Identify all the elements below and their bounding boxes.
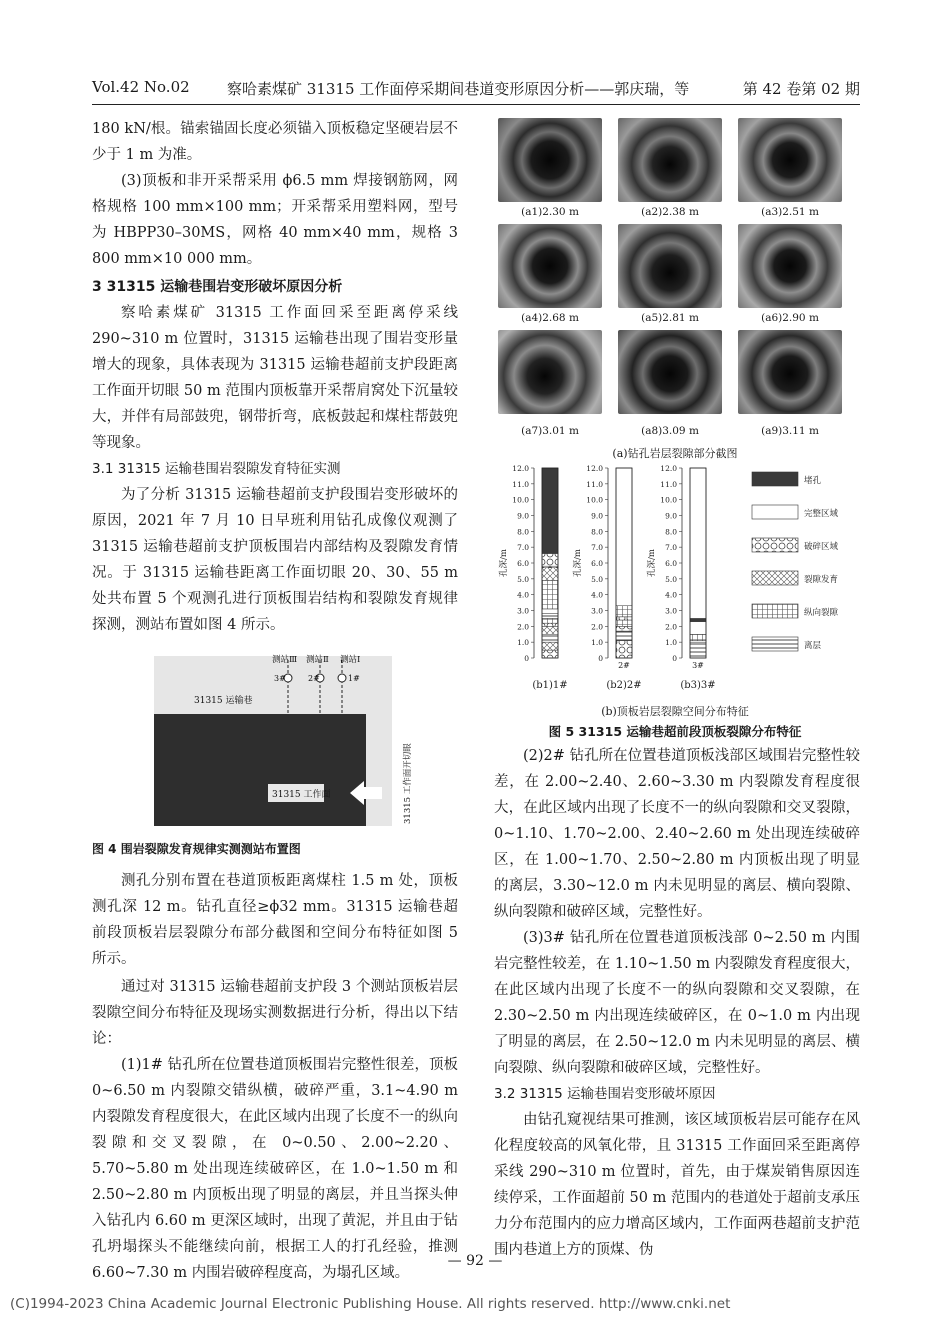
column-segment xyxy=(542,618,558,623)
column-segment xyxy=(690,622,706,635)
running-title: 察哈素煤矿 31315 工作面停采期间巷道变形原因分析——郭庆瑞，等 xyxy=(227,80,690,98)
legend-swatch xyxy=(752,571,798,585)
paragraph: (3)顶板和非开采帮采用 ϕ6.5 mm 焊接钢筋网，网格规格 100 mm×100 mm；开采帮采用塑料网，型号为 HBPP30–30MS，网格 40 mm×40 mm，规格 3 800 mm×10 000 mm。 xyxy=(92,173,458,267)
paragraph: 180 kN/根。锚索锚固长度必须锚入顶板稳定坚硬岩层不少于 1 m 为准。 xyxy=(92,121,458,163)
legend-label: 裂隙发育 xyxy=(804,575,839,585)
y-tick-label: 4.0 xyxy=(665,590,677,600)
column-title: (b2)2# xyxy=(606,680,642,691)
y-tick-label: 12.0 xyxy=(512,464,529,473)
section-heading: 3 31315 运输巷围岩变形破坏原因分析 xyxy=(92,279,343,295)
page-number: — 92 — xyxy=(447,1253,503,1269)
borehole-photo xyxy=(498,224,602,308)
y-tick-label: 7.0 xyxy=(517,543,529,553)
volume-label: Vol.42 No.02 xyxy=(92,78,190,96)
y-tick-label: 8.0 xyxy=(665,527,677,537)
figure-5 xyxy=(490,116,860,716)
column-segment xyxy=(542,568,558,581)
borehole-photo xyxy=(618,118,722,202)
photo-label: (a4)2.68 m xyxy=(521,312,579,324)
issue-label: 第 42 卷第 02 期 xyxy=(742,80,860,98)
legend-swatch xyxy=(752,472,798,486)
column-segment xyxy=(690,634,706,640)
station-1-label: 测站Ⅰ xyxy=(340,655,361,665)
paragraph: (1)1# 钻孔所在位置巷道顶板围岩完整性很差，顶板 0~6.50 m 内裂隙交错纵横，破碎严重，3.1~4.90 m 内裂隙发育程度很大，在此区域内出现了长度不一的纵向裂隙和交叉裂隙，在 0~0.50、2.00~2.20、5.70~5.80 m 处出现连续破碎区，在 1.0~1.50 m 和 2.50~2.80 m 内顶板出现了明显的离层，并且当探头伸入钻孔内 6.60 m 更深区域时，出现了黄泥，并且由于钻孔坍塌探头不能继续向前，根据工人的打孔经验，推测 6.60~7.30 m 内围岩破碎程度高，为塌孔区域。 xyxy=(92,1057,458,1281)
y-tick-label: 4.0 xyxy=(517,590,529,600)
cut-hole-label: 31315 工作面开切眼 xyxy=(403,743,413,824)
column-segment xyxy=(542,468,558,554)
y-tick-label: 5.0 xyxy=(517,574,529,584)
station-3-label: 测站Ⅲ xyxy=(272,655,298,665)
y-tick-label: 5.0 xyxy=(665,574,677,584)
station-2-label: 测站Ⅱ xyxy=(306,655,329,665)
photo-label: (a7)3.01 m xyxy=(521,425,579,437)
borehole-photo xyxy=(618,330,722,414)
legend-label: 堵孔 xyxy=(804,476,822,486)
face-label: 31315 工作面 xyxy=(272,790,331,800)
borehole-photo xyxy=(738,330,842,414)
hole-1-label: 1# xyxy=(348,674,360,683)
y-axis-label: 孔深/m xyxy=(573,549,583,577)
column-segment xyxy=(690,642,706,658)
column-segment xyxy=(616,617,632,620)
y-tick-label: 10.0 xyxy=(660,495,677,505)
subsection-heading: 3.2 31315 运输巷围岩变形破坏原因 xyxy=(494,1086,716,1102)
borehole-photo xyxy=(738,224,842,308)
figure-4 xyxy=(92,646,458,836)
column-segment xyxy=(542,554,558,567)
y-tick-label: 7.0 xyxy=(591,543,603,553)
y-tick-label: 5.0 xyxy=(591,574,603,584)
y-tick-label: 8.0 xyxy=(591,527,603,537)
column-segment xyxy=(616,626,632,631)
y-tick-label: 0 xyxy=(524,654,529,663)
y-tick-label: 12.0 xyxy=(586,464,603,473)
legend-swatch xyxy=(752,604,798,618)
hole-1 xyxy=(338,674,346,682)
y-tick-label: 6.0 xyxy=(665,559,677,568)
roadway-label: 31315 运输巷 xyxy=(194,696,253,706)
y-tick-label: 0 xyxy=(598,654,603,663)
figure-5-caption: 图 5 31315 运输巷超前段顶板裂隙分布特征 xyxy=(548,724,802,739)
column-foot-label: 3# xyxy=(692,661,704,670)
legend-label: 破碎区域 xyxy=(804,542,839,552)
column-segment xyxy=(542,580,558,608)
borehole-photo xyxy=(738,118,842,202)
y-tick-label: 2.0 xyxy=(517,622,529,632)
column-segment xyxy=(542,609,558,614)
y-tick-label: 11.0 xyxy=(660,479,677,489)
column-segment xyxy=(616,606,632,617)
subsection-heading: 3.1 31315 运输巷围岩裂隙发育特征实测 xyxy=(92,461,341,477)
y-tick-label: 3.0 xyxy=(517,606,529,616)
left-column xyxy=(92,116,458,1286)
y-tick-label: 6.0 xyxy=(591,559,603,568)
y-tick-label: 2.0 xyxy=(591,622,603,632)
paragraph: 察哈素煤矿 31315 工作面回采至距离停采线 290~310 m 位置时，31315 运输巷出现了围岩变形量增大的现象，具体表现为 31315 运输巷超前支护段距离工作面开切眼 50 m 范围内顶板靠开采帮肩窝处下沉量较大，并伴有局部鼓兜，钢带折弯，底板鼓起和煤柱帮鼓兜等现象。 xyxy=(92,305,458,451)
y-tick-label: 10.0 xyxy=(586,495,603,505)
y-tick-label: 1.0 xyxy=(517,638,529,648)
y-tick-label: 3.0 xyxy=(591,606,603,616)
paragraph: 由钻孔窥视结果可推测，该区域顶板岩层可能存在风化程度较高的风氧化带，且 31315 工作面回采至距离停采线 290~310 m 位置时，首先，由于煤炭销售原因连续停采，工作面超前 50 m 范围内的巷道处于超前支承压力分布范围内的应力增高区域内，工作面两巷超前支护范围内巷道上方的顶煤、伪 xyxy=(494,1112,860,1258)
cut-hole-strip xyxy=(366,656,392,826)
column-title: (b3)3# xyxy=(680,680,716,691)
borehole-photo xyxy=(618,224,722,308)
y-tick-label: 10.0 xyxy=(512,495,529,505)
y-axis-label: 孔深/m xyxy=(499,549,509,577)
column-segment xyxy=(616,641,632,658)
photo-label: (a1)2.30 m xyxy=(521,206,579,218)
paragraph: (2)2# 钻孔所在位置巷道顶板浅部区域围岩完整性较差，在 2.00~2.40、2.60~3.30 m 内裂隙发育程度很大，在此区域内出现了长度不一的纵向裂隙和交叉裂隙，0~1.10、1.70~2.00、2.40~2.60 m 处出现连续破碎区，在 1.00~1.70、2.50~2.80 m 内顶板出现了明显的离层，3.30~12.0 m 内未见明显的离层、横向裂隙、纵向裂隙和破碎区域，完整性好。 xyxy=(494,748,860,920)
y-tick-label: 6.0 xyxy=(517,559,529,568)
running-header xyxy=(92,78,860,102)
photo-label: (a2)2.38 m xyxy=(641,206,699,218)
legend-swatch xyxy=(752,505,798,519)
legend-swatch xyxy=(752,637,798,651)
y-tick-label: 2.0 xyxy=(665,622,677,632)
column-segment xyxy=(542,642,558,650)
column-title: (b1)1# xyxy=(532,680,568,691)
y-tick-label: 11.0 xyxy=(512,479,529,489)
y-tick-label: 9.0 xyxy=(517,511,529,521)
y-tick-label: 3.0 xyxy=(665,606,677,616)
column-segment xyxy=(542,626,558,634)
legend-label: 完整区域 xyxy=(804,509,839,519)
column-segment xyxy=(616,468,632,606)
y-tick-label: 1.0 xyxy=(665,638,677,648)
subfigure-a-caption: (a)钻孔岩层裂隙部分截图 xyxy=(612,447,738,460)
legend-swatch xyxy=(752,538,798,552)
column-segment xyxy=(542,634,558,642)
paragraph: 通过对 31315 运输巷超前支护段 3 个测站顶板岩层裂隙空间分布特征及现场实测数据进行分析，得出以下结论： xyxy=(92,979,458,1047)
column-segment xyxy=(616,631,632,641)
y-tick-label: 4.0 xyxy=(591,590,603,600)
photo-label: (a8)3.09 m xyxy=(641,425,699,437)
subfigure-b-caption: (b)顶板岩层裂隙空间分布特征 xyxy=(601,705,749,718)
paragraph: 测孔分别布置在巷道顶板距离煤柱 1.5 m 处，顶板测孔深 12 m。钻孔直径≥ϕ32 mm。31315 运输巷超前段顶板岩层裂隙分布部分截图和空间分布特征如图 5 所示。 xyxy=(92,873,458,967)
column-segment xyxy=(542,623,558,626)
hole-3-label: 3# xyxy=(274,674,286,683)
legend-label: 离层 xyxy=(804,641,822,651)
fracture-distribution-chart xyxy=(490,462,860,702)
y-axis-label: 孔深/m xyxy=(647,549,657,577)
hole-2-label: 2# xyxy=(308,674,320,683)
borehole-photo xyxy=(498,118,602,202)
paragraph: (3)3# 钻孔所在位置巷道顶板浅部 0~2.50 m 内围岩完整性较差，在 1.10~1.50 m 内裂隙发育程度很大，在此区域内出现了长度不一的纵向裂隙和交叉裂隙，在 2.30~2.50 m 内出现连续破碎区，在 0~1.0 m 内出现了明显的离层，在 2.50~12.0 m 内未见明显的离层、横向裂隙、纵向裂隙和破碎区域，完整性好。 xyxy=(494,930,860,1076)
coal-face-block xyxy=(154,714,366,826)
copyright-notice: (C)1994-2023 China Academic Journal Electronic Publishing House. All rights reserved. http://www.cnki.net xyxy=(10,1296,731,1312)
column-foot-label: 2# xyxy=(618,661,630,670)
header-rule xyxy=(92,104,860,105)
y-tick-label: 0 xyxy=(672,654,677,663)
column-segment xyxy=(616,620,632,626)
y-tick-label: 7.0 xyxy=(665,543,677,553)
y-tick-label: 9.0 xyxy=(665,511,677,521)
photo-label: (a6)2.90 m xyxy=(761,312,819,324)
column-segment xyxy=(542,614,558,619)
photo-label: (a9)3.11 m xyxy=(761,425,819,437)
photo-label: (a5)2.81 m xyxy=(641,312,699,324)
figure-4-caption: 图 4 围岩裂隙发育规律实测测站布置图 xyxy=(92,842,301,856)
right-column xyxy=(494,743,860,1263)
station-layout-diagram xyxy=(92,646,458,836)
photo-label: (a3)2.51 m xyxy=(761,206,819,218)
paragraph: 为了分析 31315 运输巷超前支护段围岩变形破坏的原因，2021 年 7 月 10 日早班利用钻孔成像仪观测了 31315 运输巷超前支护顶板围岩内部结构及裂隙发育情况。于 31315 运输巷距离工作面切眼 20、30、55 m 处共布置 5 个观测孔进行顶板围岩结构和裂隙发育规律探测，测站布置如图 4 所示。 xyxy=(92,487,458,633)
column-segment xyxy=(690,468,706,618)
legend-label: 纵向裂隙 xyxy=(804,608,839,618)
column-segment xyxy=(690,618,706,621)
y-tick-label: 11.0 xyxy=(586,479,603,489)
y-tick-label: 1.0 xyxy=(591,638,603,648)
borehole-photo xyxy=(498,330,602,414)
y-tick-label: 9.0 xyxy=(591,511,603,521)
column-segment xyxy=(542,650,558,658)
y-tick-label: 12.0 xyxy=(660,464,677,473)
y-tick-label: 8.0 xyxy=(517,527,529,537)
